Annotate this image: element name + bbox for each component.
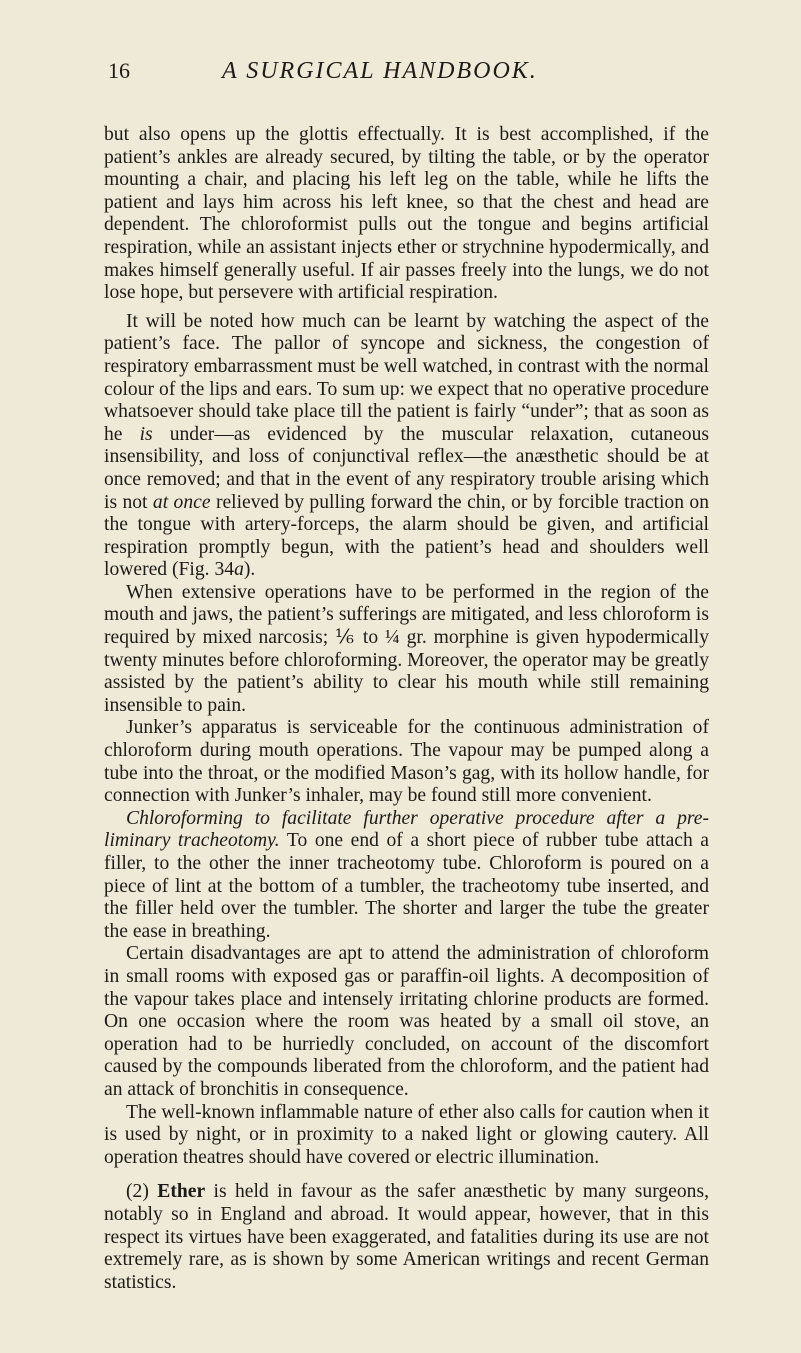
paragraph-7: The well-known inflammable nature of ether also calls for caution when it is used by night, or in proximity to a naked light or glowing cautery. All operation theatres should have covered or electric illumination. [104, 1101, 709, 1168]
paragraph-2-italic-is: is [139, 423, 153, 445]
paragraph-1: but also opens up the glottis effectually. It is best accomplished, if the patient’s ankles are already secured, by tilting the table, or by the operator mounting a chair, and placing his left leg on the table, while he lifts the patient and lays him across his left knee, so that the chest and head are dependent. The chloroformist pulls out the tongue and begins artificial respiration, while an assistant injects ether or strychnine hypodermically, and makes himself generally useful. If air passes freely into the lungs, we do not lose hope, but persevere with artificial respiration. [104, 124, 709, 304]
paragraph-5 [104, 808, 709, 944]
section-heading-tracheotomy: Chloroforming to facilitate further operative procedure after a preliminary tracheotomy. [104, 807, 709, 852]
page-header [0, 58, 801, 94]
running-title: A SURGICAL HANDBOOK. [222, 58, 538, 84]
paragraph-8-text: is held in favour as the safer anæsthetic by many surgeons, notably so in England and abroad. It would appear, however, that in this respect its virtues have been exaggerated, and fatalities during its use are not extremely rare, as is shown by some American writings and recent German statistics. [104, 1181, 709, 1293]
paragraph-6: Certain disadvantages are apt to attend the administration of chloroform in small rooms with exposed gas or paraffin-oil lights. A decomposition of the vapour takes place and intensely irritating chlorine products are formed. On one occasion where the room was heated by a small oil stove, an operation had to be hurriedly concluded, on account of the discomfort caused by the compounds liberated from the chloroform, and the patient had an attack of bronchitis in consequence. [104, 943, 709, 1100]
paragraph-4: Junker’s apparatus is serviceable for the continuous administration of chloroform during mouth operations. The vapour may be pumped along a tube into the throat, or the modified Mason’s gag, with its hollow handle, for connection with Junker’s inhaler, may be found still more convenient. [104, 717, 709, 807]
paragraph-2 [104, 311, 709, 582]
paragraph-2-fig-suffix: a [234, 559, 244, 581]
paragraph-8 [104, 1181, 709, 1294]
page-body [104, 124, 709, 1294]
section-number: (2) [126, 1181, 158, 1203]
paragraph-2-part-a: It will be noted how much can be learnt by watching the aspect of the patient’s face. The pallor of syncope and sickness, the congestion of respiratory embarrassment must be well watched, in contrast with the normal colour of the lips and ears. To sum up: we expect that no operative procedure whatsoever should take place till the patient is fairly “under”; that as soon as he [104, 310, 709, 445]
paragraph-2-italic-at-once: at once [152, 491, 211, 513]
paragraph-2-part-g: ). [243, 559, 256, 581]
paragraph-3: When extensive operations have to be performed in the region of the mouth and jaws, the patient’s sufferings are mitigated, and less chloroform is required by mixed narcosis; ⅙ to ¼ gr. morphine is given hypodermically twenty minutes before chloroforming. Moreover, the operator may be greatly assisted by the patient’s ability to clear his mouth while still remaining insensible to pain. [104, 581, 709, 716]
section-heading-ether: Ether [157, 1181, 206, 1203]
paragraph-2-part-e: relieved by pulling forward the chin, or by forcible traction on the tongue with artery-forceps, the alarm should be given, and artificial respiration promptly begun, with the patient’s head and shoulders well lowered (Fig. 34 [104, 491, 709, 581]
paragraph-5-text: To one end of a short piece of rubber tube attach a filler, to the other the inner tracheotomy tube. Chloroform is poured on a piece of lint at the bottom of a tumbler, the tracheotomy tube inserted, and the filler held over the tumbler. The shorter and larger the tube the greater the ease in breathing. [104, 830, 709, 942]
page-number: 16 [108, 58, 130, 83]
paragraph-2-part-c: under—as evidenced by the muscular relaxation, cutaneous insensibility, and loss of conjunctival reflex—the anæsthetic should be at once removed; and that in the event of any respiratory trouble arising which is not [104, 423, 709, 513]
